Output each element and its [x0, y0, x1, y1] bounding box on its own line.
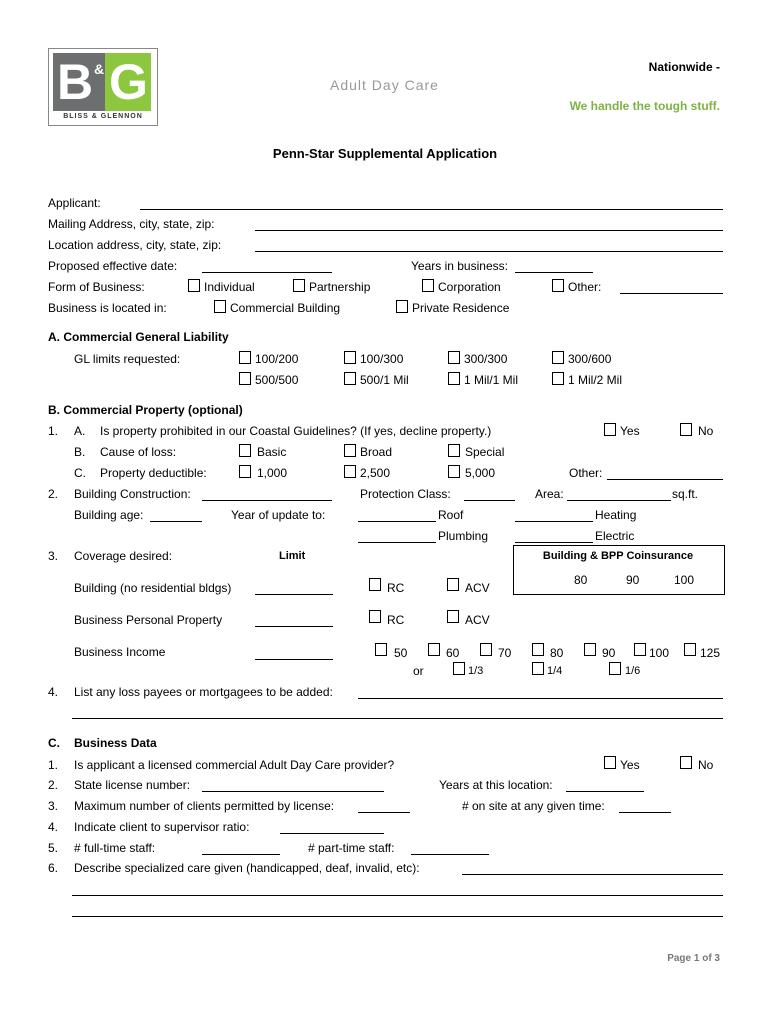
item-number: 2. — [48, 778, 59, 792]
tagline: We handle the tough stuff. — [569, 99, 720, 113]
location-field[interactable] — [255, 251, 723, 252]
years-business-label: Years in business: — [411, 259, 508, 273]
item-letter: C. — [74, 466, 86, 480]
license-number-field[interactable] — [202, 791, 384, 792]
item-number: 4. — [48, 685, 59, 699]
other-business-label: Other: — [568, 280, 602, 294]
income-50-checkbox[interactable] — [375, 643, 387, 656]
licensed-no-checkbox[interactable] — [680, 756, 692, 769]
area-field[interactable] — [567, 500, 671, 501]
gl-500-1mil-label: 500/1 Mil — [360, 373, 409, 387]
license-number-label: State license number: — [74, 778, 191, 792]
onsite-label: # on site at any given time: — [462, 799, 605, 813]
location-label: Location address, city, state, zip: — [48, 238, 222, 252]
part-time-staff-label: # part-time staff: — [308, 841, 395, 855]
section-c-letter: C. — [48, 736, 60, 750]
income-1-6-label: 1/6 — [625, 665, 641, 677]
loss-payees-field[interactable] — [358, 698, 723, 699]
max-clients-field[interactable] — [358, 812, 410, 813]
licensed-yes-checkbox[interactable] — [604, 756, 616, 769]
gl-500-1mil-checkbox[interactable] — [344, 372, 356, 385]
roof-label: Roof — [438, 508, 464, 522]
form-title: Penn-Star Supplemental Application — [272, 146, 498, 161]
logo-letter-g: G — [109, 54, 148, 110]
doc-title: Adult Day Care — [330, 77, 439, 93]
partnership-checkbox[interactable] — [293, 279, 305, 292]
years-location-field[interactable] — [566, 791, 644, 792]
section-b-heading: B. Commercial Property (optional) — [48, 403, 243, 417]
gl-100-200-label: 100/200 — [255, 352, 299, 366]
licensed-no-label: No — [698, 758, 714, 772]
bpp-rc-checkbox[interactable] — [369, 610, 381, 623]
section-a-heading: A. Commercial General Liability — [48, 330, 229, 344]
cause-of-loss-label: Cause of loss: — [100, 445, 177, 459]
gl-300-300-label: 300/300 — [464, 352, 508, 366]
other-business-field[interactable] — [620, 293, 723, 294]
building-rc-label: RC — [387, 581, 405, 595]
electric-label: Electric — [595, 529, 635, 543]
gl-100-300-checkbox[interactable] — [344, 351, 356, 364]
form-of-business-label: Form of Business: — [48, 280, 145, 294]
item-number: 3. — [48, 549, 59, 563]
private-residence-label: Private Residence — [412, 301, 510, 315]
income-60-label: 60 — [446, 646, 460, 660]
item-number: 1. — [48, 758, 59, 772]
bliss-glennon-logo — [48, 48, 158, 126]
business-income-label: Business Income — [74, 645, 166, 659]
page-number: Page 1 of 3 — [667, 953, 720, 964]
gl-500-500-checkbox[interactable] — [239, 372, 251, 385]
deductible-1000-label: 1,000 — [257, 466, 288, 480]
logo-letter-b: B — [57, 54, 94, 110]
max-clients-label: Maximum number of clients permitted by license: — [74, 799, 335, 813]
building-age-field[interactable] — [150, 521, 202, 522]
specialized-care-field[interactable] — [462, 874, 723, 875]
bpp-rc-label: RC — [387, 613, 405, 627]
mailing-label: Mailing Address, city, state, zip: — [48, 217, 215, 231]
individual-label: Individual — [204, 280, 255, 294]
year-update-label: Year of update to: — [231, 508, 326, 522]
section-c-heading: Business Data — [74, 736, 157, 750]
income-125-label: 125 — [700, 646, 721, 660]
coinsurance-90[interactable]: 90 — [626, 573, 640, 587]
coinsurance-80[interactable]: 80 — [574, 573, 588, 587]
income-1-6-checkbox[interactable] — [609, 662, 621, 675]
onsite-field[interactable] — [619, 812, 671, 813]
corporation-label: Corporation — [438, 280, 501, 294]
deductible-1000-checkbox[interactable] — [239, 465, 251, 478]
applicant-label: Applicant: — [48, 196, 101, 210]
income-80-label: 80 — [550, 646, 564, 660]
building-acv-label: ACV — [465, 581, 490, 595]
licensed-yes-label: Yes — [620, 758, 640, 772]
gl-300-600-label: 300/600 — [568, 352, 612, 366]
deductible-label: Property deductible: — [100, 466, 207, 480]
bpp-coverage-label: Business Personal Property — [74, 613, 223, 627]
nationwide-label: Nationwide - — [648, 60, 720, 74]
broad-checkbox[interactable] — [344, 444, 356, 457]
logo-ampersand: & — [94, 61, 105, 77]
income-or-label: or — [413, 664, 424, 678]
located-label: Business is located in: — [48, 301, 167, 315]
effective-date-field[interactable] — [202, 272, 332, 273]
gl-300-300-checkbox[interactable] — [448, 351, 460, 364]
item-number: 3. — [48, 799, 59, 813]
item-letter: B. — [74, 445, 86, 459]
heating-label: Heating — [595, 508, 637, 522]
item-number: 2. — [48, 487, 59, 501]
income-1-4-checkbox[interactable] — [532, 662, 544, 675]
specialized-care-label: Describe specialized care given (handicapped, deaf, invalid, etc): — [74, 861, 420, 875]
construction-field[interactable] — [202, 500, 332, 501]
protection-class-field[interactable] — [464, 500, 515, 501]
item-number: 1. — [48, 424, 59, 438]
item-number: 6. — [48, 861, 59, 875]
corporation-checkbox[interactable] — [422, 279, 434, 292]
ratio-label: Indicate client to supervisor ratio: — [74, 820, 250, 834]
construction-label: Building Construction: — [74, 487, 191, 501]
income-80-checkbox[interactable] — [532, 643, 544, 656]
gl-100-200-checkbox[interactable] — [239, 351, 251, 364]
income-70-label: 70 — [498, 646, 512, 660]
income-100-checkbox[interactable] — [634, 643, 646, 656]
coinsurance-title: Building & BPP Coinsurance — [542, 550, 694, 562]
full-time-staff-label: # full-time staff: — [74, 841, 156, 855]
specialized-care-field-3[interactable] — [72, 916, 723, 917]
heating-year-field[interactable] — [515, 521, 593, 522]
commercial-building-label: Commercial Building — [230, 301, 341, 315]
deductible-2500-checkbox[interactable] — [344, 465, 356, 478]
roof-year-field[interactable] — [358, 521, 436, 522]
bpp-acv-checkbox[interactable] — [447, 610, 459, 623]
gl-1mil-1mil-label: 1 Mil/1 Mil — [464, 373, 519, 387]
sqft-label: sq.ft. — [672, 487, 699, 501]
item-number: 4. — [48, 820, 59, 834]
gl-limits-label: GL limits requested: — [74, 352, 181, 366]
bpp-acv-label: ACV — [465, 613, 490, 627]
effective-date-label: Proposed effective date: — [48, 259, 178, 273]
building-limit-field[interactable] — [255, 594, 333, 595]
gl-300-600-checkbox[interactable] — [552, 351, 564, 364]
electric-year-field[interactable] — [515, 542, 593, 543]
coastal-yes-checkbox[interactable] — [604, 423, 616, 436]
coastal-yes-label: Yes — [620, 424, 640, 438]
deductible-2500-label: 2,500 — [360, 466, 391, 480]
income-90-label: 90 — [602, 646, 616, 660]
gl-1mil-1mil-checkbox[interactable] — [448, 372, 460, 385]
gl-1mil-2mil-label: 1 Mil/2 Mil — [568, 373, 623, 387]
mailing-field[interactable] — [255, 230, 723, 231]
broad-label: Broad — [360, 445, 393, 459]
years-business-field[interactable] — [515, 272, 593, 273]
item-number: 5. — [48, 841, 59, 855]
other-business-checkbox[interactable] — [552, 279, 564, 292]
coastal-question: Is property prohibited in our Coastal Guidelines? (If yes, decline property.) — [100, 424, 492, 438]
building-age-label: Building age: — [74, 508, 144, 522]
gl-100-300-label: 100/300 — [360, 352, 404, 366]
income-1-3-checkbox[interactable] — [453, 662, 465, 675]
loss-payees-field-2[interactable] — [72, 718, 723, 719]
income-100-label: 100 — [649, 646, 670, 660]
logo-subtitle: BLISS & GLENNON — [63, 113, 143, 120]
full-time-staff-field[interactable] — [202, 854, 280, 855]
building-acv-checkbox[interactable] — [447, 578, 459, 591]
coastal-no-label: No — [698, 424, 714, 438]
building-coverage-label: Building (no residential bldgs) — [74, 581, 232, 595]
income-70-checkbox[interactable] — [480, 643, 492, 656]
income-60-checkbox[interactable] — [428, 643, 440, 656]
business-income-limit-field[interactable] — [255, 659, 333, 660]
income-90-checkbox[interactable] — [584, 643, 596, 656]
private-residence-checkbox[interactable] — [396, 300, 408, 313]
applicant-field[interactable] — [140, 209, 723, 210]
licensed-provider-question: Is applicant a licensed commercial Adult Day Care provider? — [74, 758, 395, 772]
bpp-limit-field[interactable] — [255, 626, 333, 627]
specialized-care-field-2[interactable] — [72, 895, 723, 896]
gl-500-500-label: 500/500 — [255, 373, 299, 387]
commercial-building-checkbox[interactable] — [214, 300, 226, 313]
income-1-4-label: 1/4 — [547, 665, 563, 677]
basic-checkbox[interactable] — [239, 444, 251, 457]
income-1-3-label: 1/3 — [468, 665, 484, 677]
coastal-no-checkbox[interactable] — [680, 423, 692, 436]
area-label: Area: — [535, 487, 564, 501]
part-time-staff-field[interactable] — [411, 854, 489, 855]
income-50-label: 50 — [394, 646, 408, 660]
coverage-desired-label: Coverage desired: — [74, 549, 173, 563]
ratio-field[interactable] — [280, 833, 384, 834]
limit-column-header: Limit — [279, 550, 306, 562]
special-checkbox[interactable] — [448, 444, 460, 457]
gl-1mil-2mil-checkbox[interactable] — [552, 372, 564, 385]
protection-class-label: Protection Class: — [360, 487, 451, 501]
basic-label: Basic — [257, 445, 287, 459]
partnership-label: Partnership — [309, 280, 371, 294]
building-rc-checkbox[interactable] — [369, 578, 381, 591]
individual-checkbox[interactable] — [188, 279, 200, 292]
deductible-other-label: Other: — [569, 466, 603, 480]
plumbing-year-field[interactable] — [358, 542, 436, 543]
item-letter: A. — [74, 424, 86, 438]
deductible-5000-checkbox[interactable] — [448, 465, 460, 478]
special-label: Special — [465, 445, 505, 459]
loss-payees-label: List any loss payees or mortgagees to be added: — [74, 685, 333, 699]
years-location-label: Years at this location: — [439, 778, 553, 792]
plumbing-label: Plumbing — [438, 529, 489, 543]
coinsurance-100[interactable]: 100 — [674, 573, 695, 587]
deductible-5000-label: 5,000 — [465, 466, 496, 480]
deductible-other-field[interactable] — [607, 479, 723, 480]
income-125-checkbox[interactable] — [684, 643, 696, 656]
